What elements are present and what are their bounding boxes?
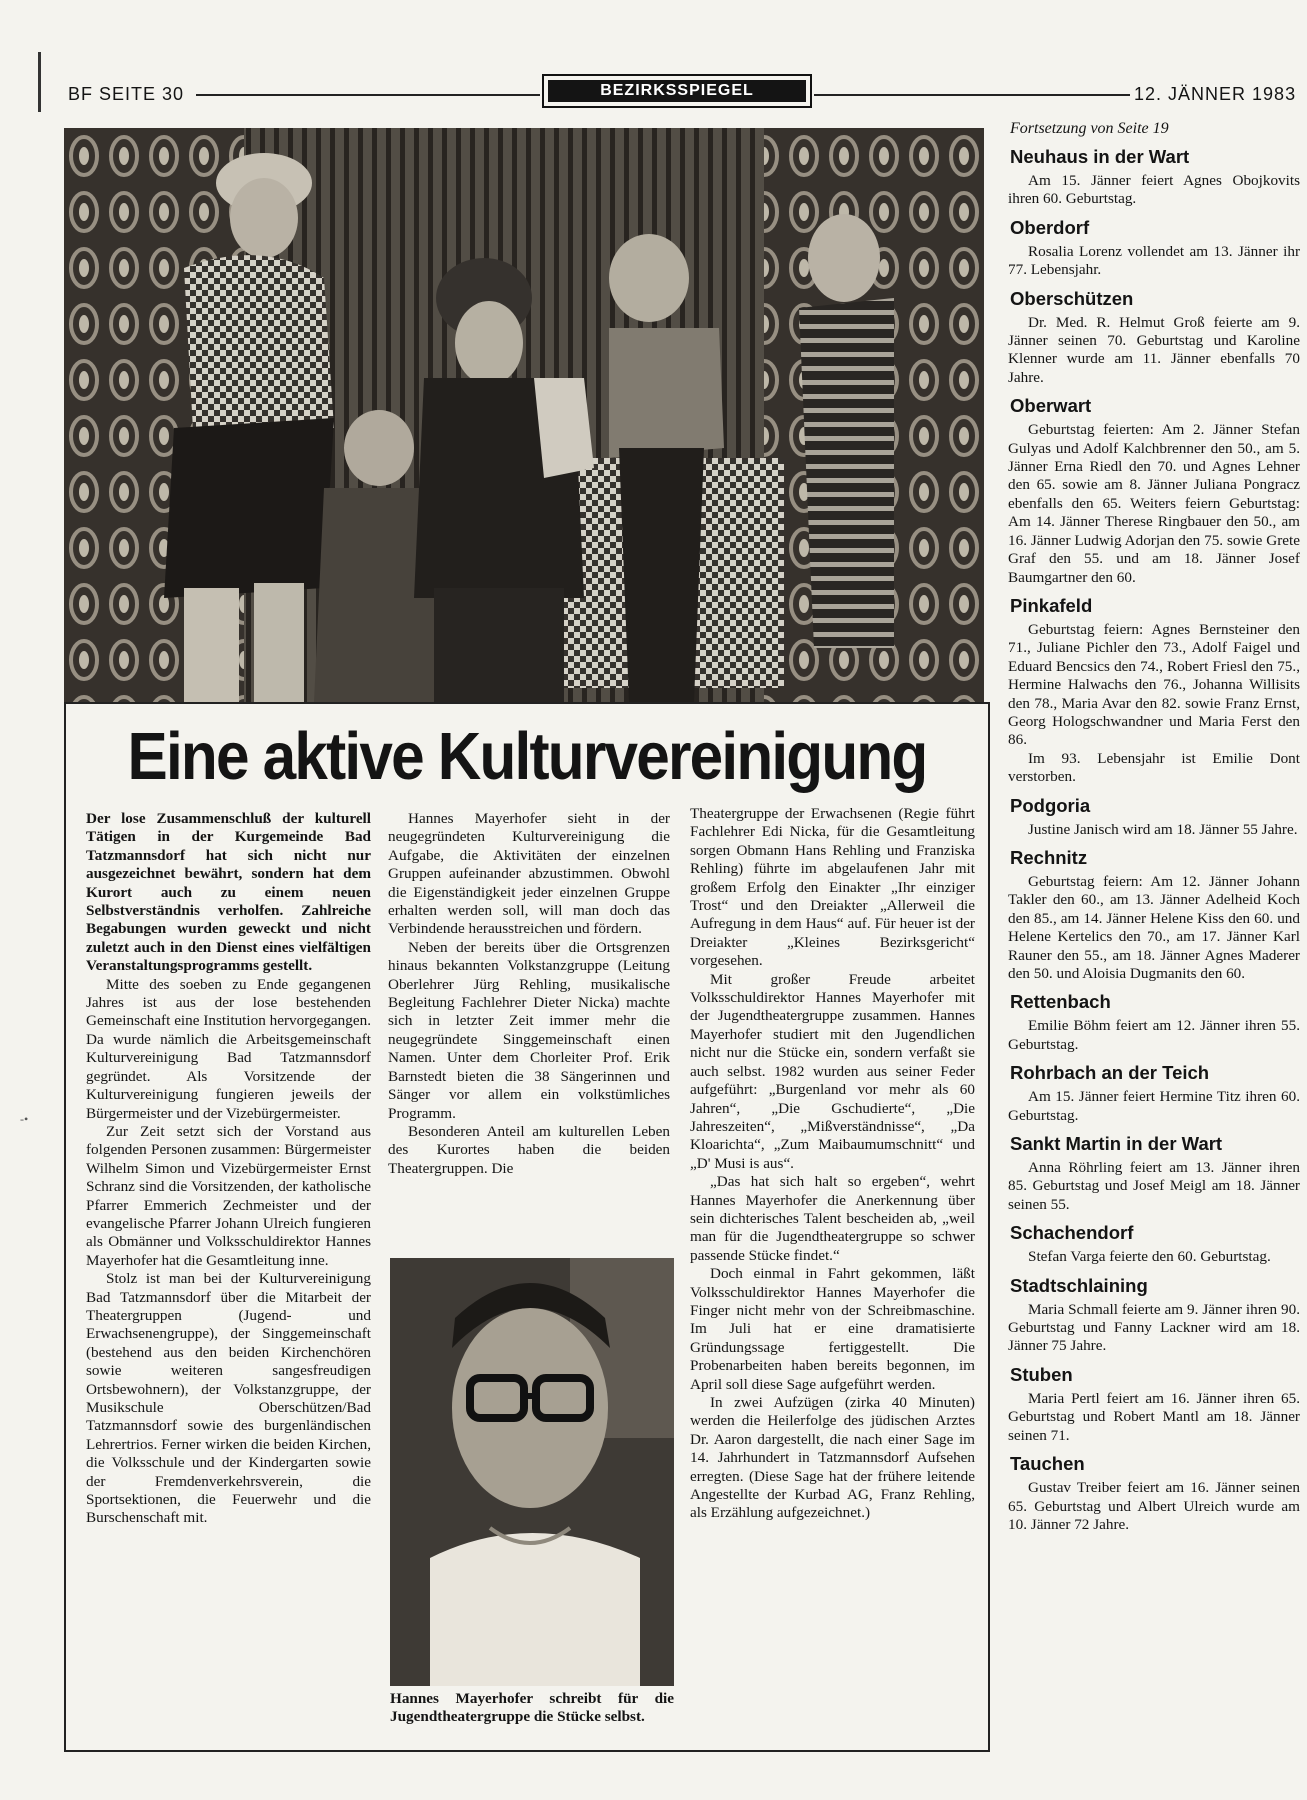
town-heading: Rohrbach an der Teich: [1010, 1062, 1210, 1084]
town-heading: Stuben: [1010, 1363, 1073, 1385]
town-heading: Oberwart: [1010, 395, 1092, 417]
lead-paragraph: Der lose Zusammenschluß der kulturell Tätigen in der Kurgemeinde Bad Tatzmannsdorf hat sich nicht nur ausgezeichnet bewährt, sondern hat dem Kurort auch zu einem neuen Selbstverständnis verholfen. Zahlreiche Begabungen wurden geweckt und nicht zuletzt auch in den Dienst eines vielfältigen Veranstaltungsprogramms gestellt.: [86, 810, 371, 975]
town-heading: Rettenbach: [1010, 991, 1111, 1013]
town-entry: Dr. Med. R. Helmut Groß feierte am 9. Jänner seinen 70. Geburtstag und Karoline Klenner wurde am 11. Jänner ebenfalls 70 Jahre.: [1008, 313, 1300, 386]
town-entry: Am 15. Jänner feiert Hermine Titz ihren 60. Geburtstag.: [1008, 1088, 1300, 1124]
paragraph: Theatergruppe der Erwachsenen (Regie führt Fachlehrer Edi Nicka, für die Gesamtleitung sorgen Obmann Hans Rehling und Franziska Rehling) führte im abgelaufenen Jahr mit großem Erfolg den Einakter „Ihr einziger Trost“ und den Dreiakter „Allerweil die Aufregung in dem Haus“ auf. Für heuer ist der Dreiakter „Kleines Bezirksgericht“ vorgesehen.: [690, 805, 975, 970]
town-heading: Tauchen: [1010, 1453, 1085, 1475]
town-heading: Pinkafeld: [1010, 594, 1093, 616]
town-entry: Maria Pertl feiert am 16. Jänner ihren 65. Geburtstag und Robert Mantl am 18. Jänner seinen 71.: [1008, 1389, 1300, 1444]
town-entry: Im 93. Lebensjahr ist Emilie Dont verstorben.: [1008, 749, 1300, 786]
town-entry: Justine Janisch wird am 18. Jänner 55 Jahre.: [1028, 820, 1298, 838]
theatre-group-photo: [64, 128, 984, 702]
paragraph: „Das hat sich halt so ergeben“, wehrt Hannes Mayerhofer die Anerkennung über sein dichterisches Talent bescheiden ab, „weil man für die Jugendtheatergruppe so schwer passende Stücke findet.“: [690, 1173, 975, 1264]
paragraph: Zur Zeit setzt sich der Vorstand aus folgenden Personen zusammen: Bürgermeister Wilhelm Simon und Vizebürgermeister Ernst Schranz sind die Vorsitzenden, der katholische Pfarrer Emmerich Zechmeister und der evangelische Pfarrer Johann Ulreich fungieren als Obmänner und Volksschuldirektor Hannes Mayerhofer hat die Gesamtleitung inne.: [86, 1122, 371, 1269]
paragraph: Neben der bereits über die Ortsgrenzen hinaus bekannten Volkstanzgruppe (Leitung Oberlehrer Jürg Rehling, musikalische Begleitung Fachlehrer Dieter Nicka) machte sich in letzter Zeit immer mehr die neugegründete Singgemeinschaft einen Namen. Unter dem Chorleiter Prof. Erik Barnstedt bieten die 38 Sängerinnen und Sänger vor allem ein volkstümliches Programm.: [388, 938, 670, 1122]
paragraph: Doch einmal in Fahrt gekommen, läßt Volksschuldirektor Hannes Mayerhofer die Finger nicht mehr von der Schreibmaschine. Im Juli hat er eine dramatisierte Gründungssage fertiggestellt. Die Probenarbeiten haben bereits begonnen, im April soll diese Sage aufgeführt werden.: [690, 1265, 975, 1393]
town-entry: Geburtstag feierten: Am 2. Jänner Stefan Gulyas und Adolf Kalchbrenner den 50., am 5. Jänner Erna Riedl den 70. und Agnes Lehner den 65. sowie am 8. Jänner Juliana Pongracz ebenfalls den 65. Weiters feiern Geburtstag: Am 14. Jänner Therese Ringbauer den 50., am 16. Jänner Ludwig Adorjan den 75. sowie Grete Graf den 55. und am 18. Jänner Josef Baumgartner den 60.: [1008, 421, 1300, 586]
town-heading: Podgoria: [1010, 794, 1091, 816]
issue-date: 12. JÄNNER 1983: [1134, 84, 1297, 104]
town-entry: Maria Schmall feierte am 9. Jänner ihren 90. Geburtstag und Fanny Lackner wird am 18. Jänner 75 Jahre.: [1008, 1300, 1300, 1355]
town-heading: Oberdorf: [1010, 216, 1090, 238]
paragraph: Mitte des soeben zu Ende gegangenen Jahres ist aus der lose bestehenden Gemeinschaft eine Institution hervorgegangen. Da wurde nämlich die Arbeitsgemeinschaft Kulturvereinigung Bad Tatzmannsdorf gegründet. Als Vorsitzende der Kulturvereinigung fungieren jeweils der Bürgermeister und der Vizebürgermeister.: [86, 975, 371, 1122]
article-headline: Eine aktive Kulturvereinigung: [127, 719, 927, 794]
paragraph: Stolz ist man bei der Kulturvereinigung Bad Tatzmannsdorf über die Mitarbeit der Theatergruppen (Jugend- und Erwachsenengruppe), der Singgemeinschaft (bestehend aus den beiden Kirchenchören sowie weiteren sangesfreudigen Ortsbewohnern), der Volkstanzgruppe, der Musikschule Oberschützen/Bad Tatzmannsdorf sowie des burgenländischen Lehrertrios. Ferner wirken die beiden Kirchen, die Volksschule und der Kindergarten sowie der Fremdenverkehrsverein, die Sportsektionen, die Feuerwehr und die Burschenschaft mit.: [86, 1270, 371, 1527]
continuation-note: Fortsetzung von Seite 19: [1010, 120, 1169, 137]
header-rule-left: [196, 94, 540, 96]
page-number: BF SEITE 30: [68, 84, 185, 104]
birthday-column: [1008, 120, 1300, 1534]
crop-mark: [38, 52, 41, 112]
paragraph: Mit großer Freude arbeitet Volksschuldirektor Hannes Mayerhofer mit der Jugendtheatergruppe zusammen. Hannes Mayerhofer studiert mit den Jugendlichen nicht nur die Stücke ein, sondern verfaßt sie auch selbst. 1982 wurden aus seiner Feder aufgeführt: „Burgenland vor mehr als 60 Jahren“, „Die Gschudierte“, „Die Jahreszeiten“, „Mißverständnisse“, „Da Kloarichta“, „Zum Maibaumumschnitt“ und „D' Musi is aus“.: [690, 970, 975, 1172]
portrait-photo: [390, 1258, 674, 1686]
town-entry: Stefan Varga feierte den 60. Geburtstag.: [1028, 1248, 1271, 1266]
article-column-1: [86, 810, 371, 1528]
town-entry: Geburtstag feiern: Am 12. Jänner Johann Takler den 60., am 13. Jänner Adelheid Koch den 85., am 14. Jänner Helene Kiss den 60. und Helene Kertelics den 70., am 17. Jänner Karl Rauner den 55., am 18. Jänner Agnes Maderer den 50. und Aloisia Dugmanits den 60.: [1008, 872, 1300, 982]
section-label: BEZIRKSSPIEGEL: [548, 80, 806, 102]
article-column-2: [388, 810, 670, 1178]
article-column-3: [690, 805, 975, 1523]
paragraph: Hannes Mayerhofer sieht in der neugegründeten Kulturvereinigung die Aufgabe, die Aktivitäten der einzelnen Gruppen aufeinander abzustimmen. Obwohl die Eigenständigkeit jeder einzelnen Gruppe erhalten werden soll, will man doch das Verbindende herausstreichen und fördern.: [388, 810, 670, 938]
town-entry: Am 15. Jänner feiert Agnes Obojkovits ihren 60. Geburtstag.: [1008, 172, 1300, 208]
photo-caption: Hannes Mayerhofer schreibt für die Jugendtheatergruppe die Stücke selbst.: [390, 1690, 674, 1725]
town-heading: Rechnitz: [1010, 846, 1088, 868]
town-entry: Gustav Treiber feiert am 16. Jänner seinen 65. Geburtstag und Albert Ulreich wurde am 10. Jänner 72 Jahre.: [1008, 1479, 1300, 1533]
town-heading: Stadtschlaining: [1010, 1274, 1148, 1296]
town-entry: Rosalia Lorenz vollendet am 13. Jänner ihr 77. Lebensjahr.: [1008, 242, 1300, 279]
town-entry: Emilie Böhm feiert am 12. Jänner ihren 55. Geburtstag.: [1008, 1017, 1300, 1053]
town-heading: Neuhaus in der Wart: [1010, 146, 1190, 167]
paragraph: In zwei Aufzügen (zirka 40 Minuten) werden die Heilerfolge des jüdischen Arztes Dr. Aaron dargestellt, die nach einer Sage im 14. Jahrhundert in Tatzmannsdorf Aufsehen erregten. (Diese Sage hat der frühere leitende Angestellte der Kurbad AG, Franz Rehling, als Erzählung aufgezeichnet.): [690, 1394, 976, 1522]
section-label-box: [542, 74, 812, 108]
town-entry: Geburtstag feiern: Agnes Bernsteiner den 71., Juliane Pichler den 73., Adolf Faigel und Eduard Bencsics den 74., Robert Friesl den 75., Hermine Halwachs den 76., Johanna Willisits den 78., Maria Avar den 82. sowie Franz Ernst, Georg Hologschwandner und Maria Ferst den 86.: [1008, 620, 1300, 749]
town-heading: Schachendorf: [1010, 1222, 1134, 1244]
header-rule-right: [814, 94, 1130, 96]
paragraph: Besonderen Anteil am kulturellen Leben des Kurortes haben die beiden Theatergruppen. Die: [388, 1122, 670, 1177]
town-heading: Sankt Martin in der Wart: [1010, 1133, 1223, 1155]
town-entry: Anna Röhrling feiert am 13. Jänner ihren 85. Geburtstag und Josef Meigl am 18. Jänner seinen 55.: [1008, 1159, 1300, 1213]
margin-mark: -•: [20, 1112, 29, 1126]
town-heading: Oberschützen: [1010, 287, 1134, 309]
